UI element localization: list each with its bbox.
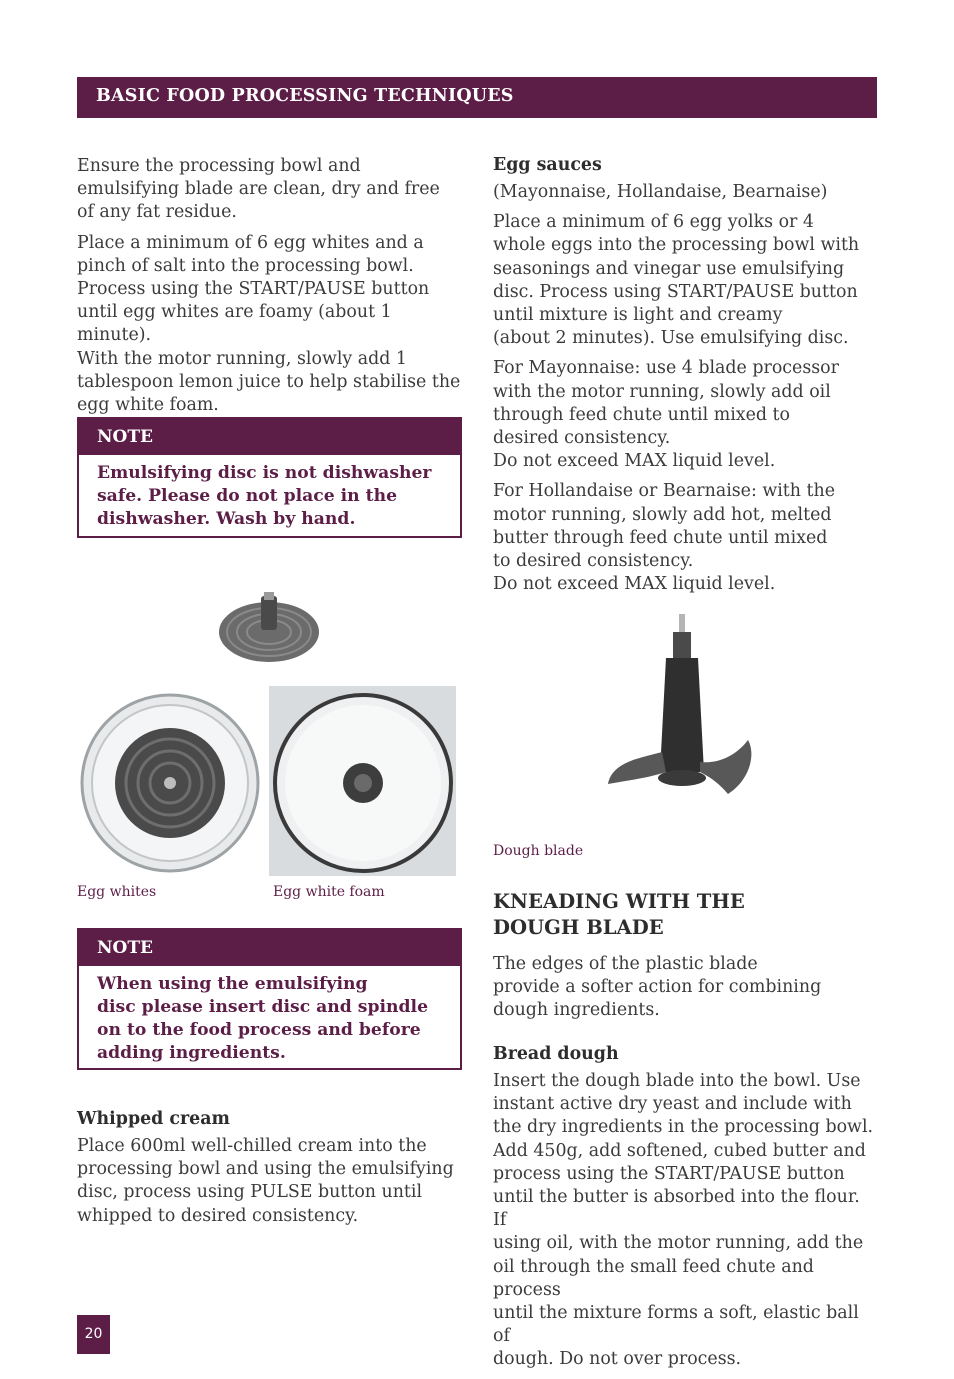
note-box-dishwasher — [77, 417, 462, 538]
whipped-cream-section — [77, 1109, 462, 1235]
kneading-paragraph: The edges of the plastic blade provide a softer action for combining dough ingredients. — [493, 954, 822, 1021]
mayonnaise-paragraph: For Mayonnaise: use 4 blade processor with the motor running, slowly add oil through feed chute until mixed to desired consistency. Do not exceed MAX liquid level. — [493, 358, 839, 472]
note-heading: NOTE — [79, 930, 460, 966]
page-title: BASIC FOOD PROCESSING TECHNIQUES — [96, 86, 514, 106]
caption-egg-whites: Egg whites — [77, 884, 157, 900]
dough-blade-image — [600, 612, 760, 812]
emulsifying-disc-image — [216, 590, 322, 666]
bread-dough-heading: Bread dough — [493, 1044, 619, 1064]
section-header-bar — [77, 77, 877, 118]
page-number: 20 — [77, 1315, 110, 1354]
kneading-section — [493, 889, 877, 1030]
left-column — [77, 155, 462, 424]
caption-egg-white-foam: Egg white foam — [273, 884, 385, 900]
right-column — [493, 155, 877, 603]
egg-sauces-subtitle: (Mayonnaise, Hollandaise, Bearnaise) — [493, 182, 828, 202]
note-text: Emulsifying disc is not dishwasher safe. Please do not place in the dishwasher. Wash by hand. — [97, 463, 432, 529]
caption-dough-blade: Dough blade — [493, 843, 584, 859]
note-heading: NOTE — [79, 419, 460, 455]
kneading-heading: KNEADING WITH THE DOUGH BLADE — [493, 890, 745, 939]
bread-dough-paragraph: Insert the dough blade into the bowl. Use instant active dry yeast and include with the dry ingredients in the processing bowl. Add 450g, add softened, cubed butter and process using the START/PAUSE button until the butter is absorbed into the flour. If using oil, with the motor running, add the oil through the small feed chute and process until the mixture forms a soft, elastic ball of dough. Do not over process. — [493, 1071, 874, 1370]
intro-paragraph: Ensure the processing bowl and emulsifying blade are clean, dry and free of any fat residue. — [77, 156, 440, 223]
note-text: When using the emulsifying disc please insert disc and spindle on to the food process and before adding ingredients. — [97, 974, 429, 1063]
whipped-cream-paragraph: Place 600ml well-chilled cream into the processing bowl and using the emulsifying disc, process using PULSE button until whipped to desired consistency. — [77, 1136, 454, 1226]
bread-dough-section — [493, 1044, 877, 1379]
whipped-cream-heading: Whipped cream — [77, 1109, 230, 1129]
egg-whites-paragraph: Place a minimum of 6 egg whites and a pinch of salt into the processing bowl. Process using the START/PAUSE button until egg whites are foamy (about 1 minute). With the motor running, slowly add 1 tablespoon lemon juice to help stabilise the egg white foam. — [77, 232, 461, 416]
egg-sauces-paragraph: Place a minimum of 6 egg yolks or 4 whole eggs into the processing bowl with seasonings and vinegar use emulsifying disc. Process using START/PAUSE button until mixture is light and creamy (about 2 minutes). Use emulsifying disc. — [493, 212, 860, 349]
note-box-insert-disc — [77, 928, 462, 1070]
egg-whites-bowl-image — [78, 686, 263, 876]
egg-sauces-heading: Egg sauces — [493, 155, 602, 175]
hollandaise-paragraph: For Hollandaise or Bearnaise: with the motor running, slowly add hot, melted butter through feed chute until mixed to desired consistency. Do not exceed MAX liquid level. — [493, 481, 836, 595]
egg-white-foam-bowl-image — [269, 686, 456, 876]
